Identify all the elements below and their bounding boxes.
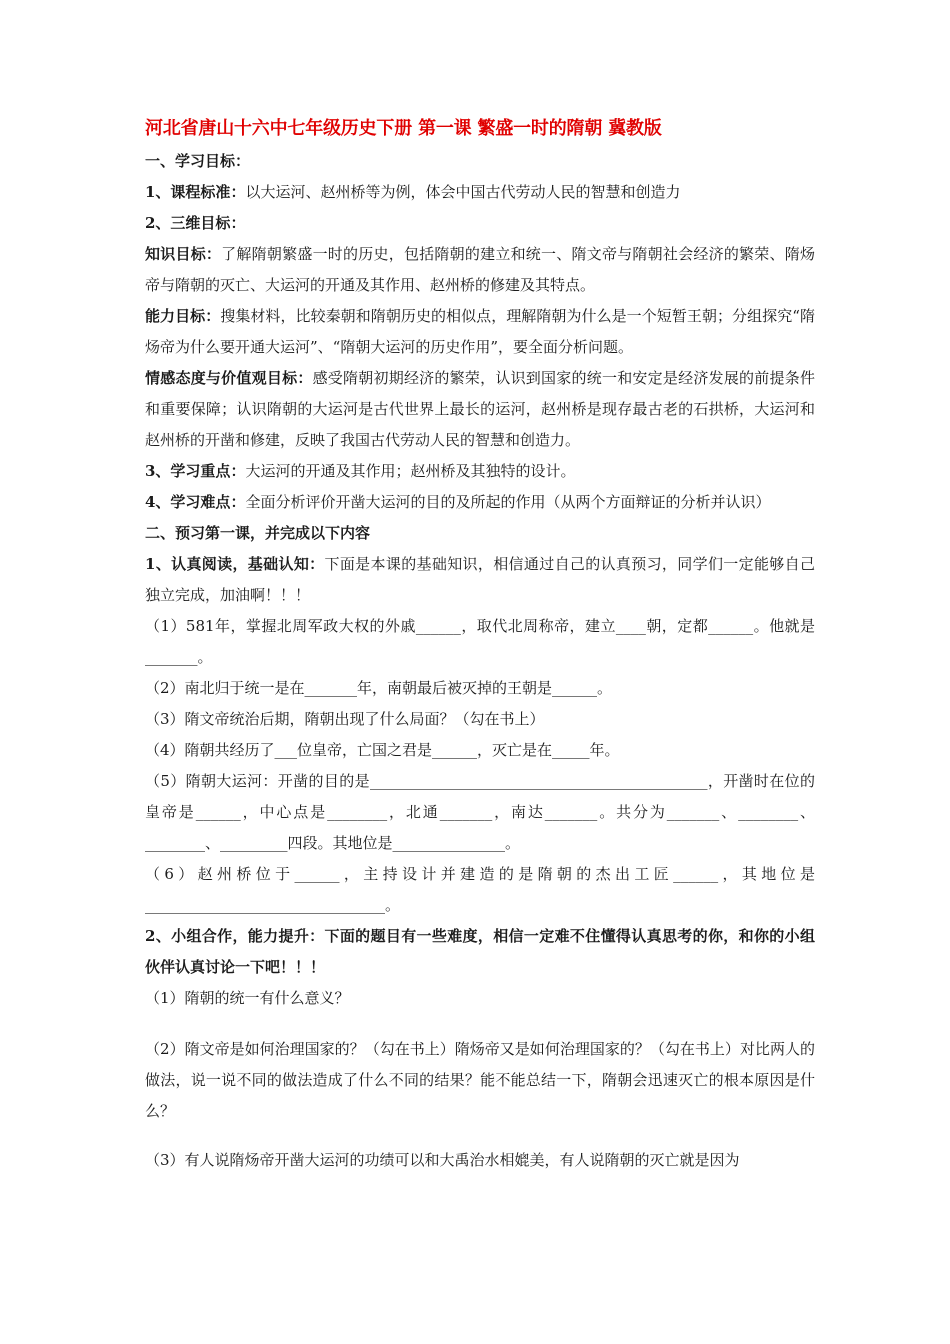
part1-label: 1、认真阅读，基础认知： bbox=[145, 555, 325, 573]
question-1: （1）581年，掌握北周军政大权的外戚______，取代北周称帝，建立____朝，定都______。他就是_______。 bbox=[145, 617, 815, 666]
answer-space bbox=[145, 1014, 815, 1034]
question-3: （3）隋文帝统治后期，隋朝出现了什么局面？（勾在书上） bbox=[145, 710, 545, 728]
part1-text: 下面是本课的基础知识，相信通过自己的认真预习，同学们一定能够自己独立完成，加油啊！！！ bbox=[145, 555, 815, 604]
section1-heading-text: 一、学习目标： bbox=[145, 152, 251, 170]
three-dim-heading-text: 2、三维目标： bbox=[145, 214, 246, 232]
question-6: （6）赵州桥位于______，主持设计并建造的是隋朝的杰出工匠______，其地位是________________________________。 bbox=[145, 865, 815, 914]
section2-heading-text: 二、预习第一课，并完成以下内容 bbox=[145, 524, 371, 542]
section2-heading bbox=[145, 518, 815, 549]
emotion-goal bbox=[145, 363, 815, 456]
difficulty-text: 全面分析评价开凿大运河的目的及所起的作用（从两个方面辩证的分析并认识） bbox=[245, 493, 771, 511]
knowledge-text: 了解隋朝繁盛一时的历史，包括隋朝的建立和统一、隋文帝与隋朝社会经济的繁荣、隋炀帝与隋朝的灭亡、大运河的开通及其作用、赵州桥的修建及其特点。 bbox=[145, 245, 815, 294]
three-dim-heading bbox=[145, 208, 815, 239]
question-2: （2）南北归于统一是在_______年，南朝最后被灭掉的王朝是______。 bbox=[145, 679, 613, 697]
part2-question-1: （1）隋朝的统一有什么意义？ bbox=[145, 989, 350, 1007]
difficulty bbox=[145, 487, 815, 518]
answer-space bbox=[145, 1127, 815, 1145]
ability-text: 搜集材料，比较秦朝和隋朝历史的相似点，理解隋朝为什么是一个短暂王朝；分组探究“隋炀帝为什么要开通大运河”、“隋朝大运河的历史作用”，要全面分析问题。 bbox=[145, 307, 815, 356]
question-5: （5）隋朝大运河：开凿的目的是_____________________________________________，开凿时在位的皇帝是______，中心点是________，北通_______，南达_______。共分为_______、________、________、_________四段。其地位是_______________。 bbox=[145, 772, 815, 852]
section1-heading bbox=[145, 146, 815, 177]
document-page bbox=[145, 112, 815, 1176]
document-title: 河北省唐山十六中七年级历史下册 第一课 繁盛一时的隋朝 冀教版 bbox=[145, 118, 662, 139]
part2-text: 2、小组合作，能力提升：下面的题目有一些难度，相信一定难不住懂得认真思考的你，和你的小组伙伴认真讨论一下吧！！！ bbox=[145, 927, 815, 976]
part1-intro bbox=[145, 549, 815, 611]
difficulty-label: 4、学习难点： bbox=[145, 493, 246, 511]
curriculum-text: 以大运河、赵州桥等为例，体会中国古代劳动人民的智慧和创造力 bbox=[245, 183, 681, 201]
question-4: （4）隋朝共经历了___位皇帝，亡国之君是______，灭亡是在_____年。 bbox=[145, 741, 620, 759]
emotion-label: 情感态度与价值观目标： bbox=[145, 369, 313, 387]
part2-question-3: （3）有人说隋炀帝开凿大运河的功绩可以和大禹治水相媲美，有人说隋朝的灭亡就是因为 bbox=[145, 1151, 740, 1169]
curriculum-label: 1、课程标准： bbox=[145, 183, 246, 201]
emotion-text: 感受隋朝初期经济的繁荣，认识到国家的统一和安定是经济发展的前提条件和重要保障；认识隋朝的大运河是古代世界上最长的运河，赵州桥是现存最古老的石拱桥，大运河和赵州桥的开凿和修建，反映了我国古代劳动人民的智慧和创造力。 bbox=[145, 369, 815, 449]
ability-label: 能力目标： bbox=[145, 307, 221, 325]
key-points bbox=[145, 456, 815, 487]
part2-question-2: （2）隋文帝是如何治理国家的？（勾在书上）隋炀帝又是如何治理国家的？（勾在书上）对比两人的做法，说一说不同的做法造成了什么不同的结果？能不能总结一下，隋朝会迅速灭亡的根本原因是什么？ bbox=[145, 1040, 815, 1120]
key-points-text: 大运河的开通及其作用；赵州桥及其独特的设计。 bbox=[245, 462, 576, 480]
key-points-label: 3、学习重点： bbox=[145, 462, 246, 480]
knowledge-label: 知识目标： bbox=[145, 245, 222, 263]
knowledge-goal bbox=[145, 239, 815, 301]
ability-goal bbox=[145, 301, 815, 363]
part2-intro bbox=[145, 921, 815, 983]
curriculum-standard bbox=[145, 177, 815, 208]
